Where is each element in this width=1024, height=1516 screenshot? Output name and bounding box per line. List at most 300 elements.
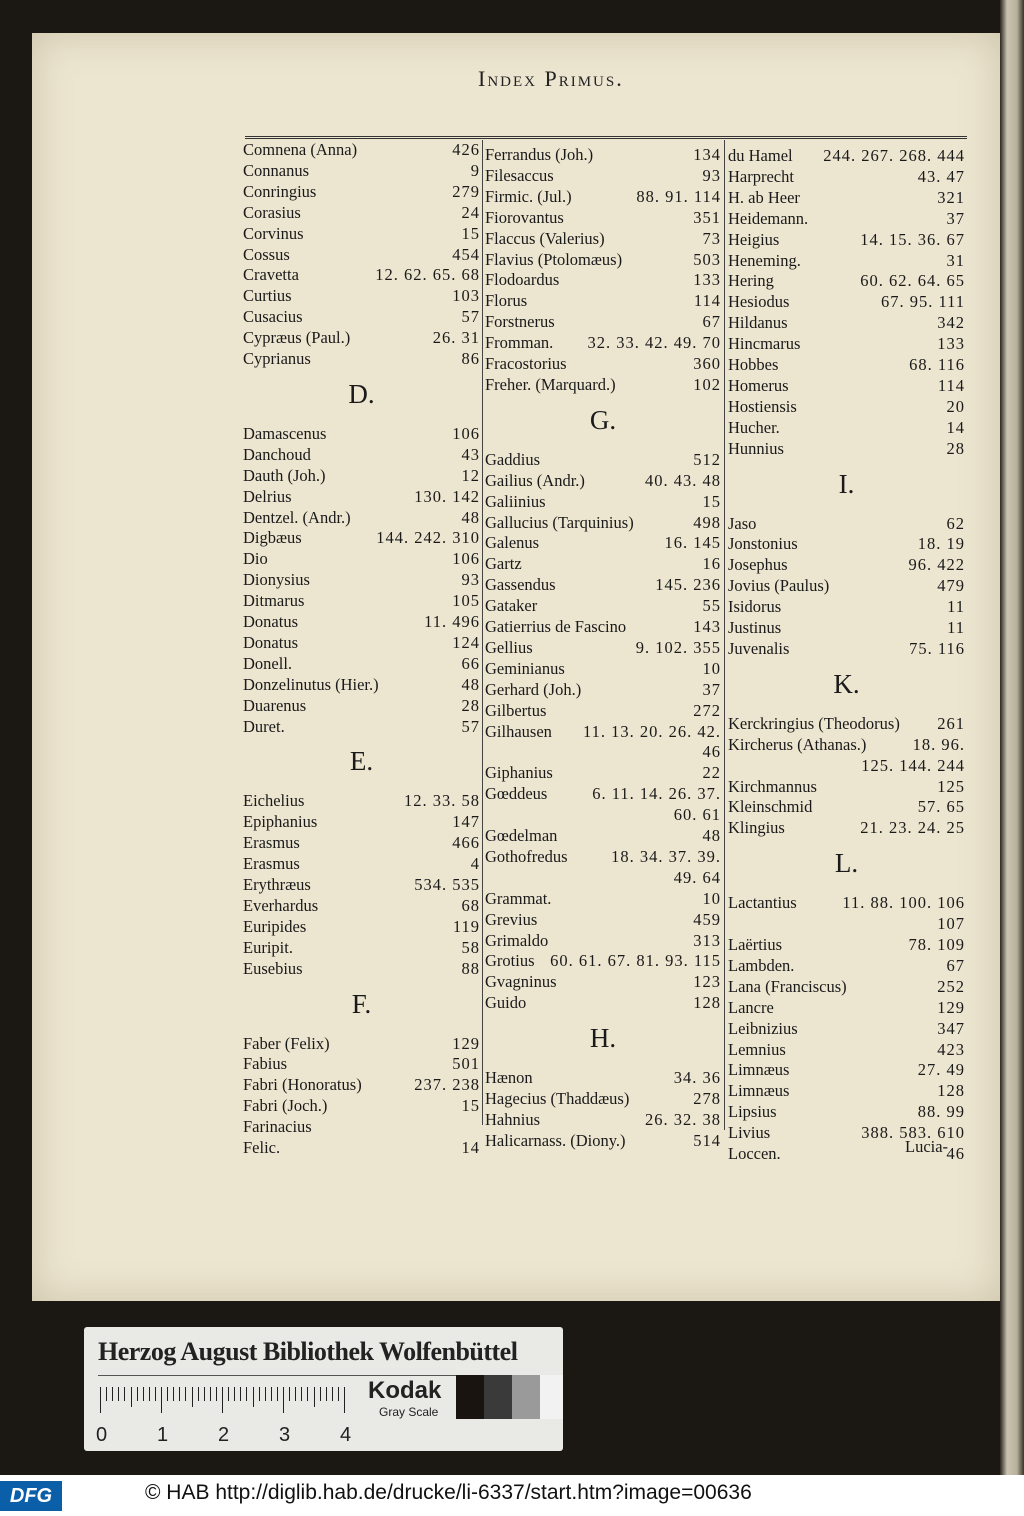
entry-name: Donatus (243, 612, 298, 631)
index-entry (728, 713, 965, 735)
entry-name: Curtius (243, 286, 292, 306)
index-entry (728, 187, 965, 209)
index-entry (243, 590, 480, 612)
index-entry (728, 997, 965, 1019)
index-entry (485, 679, 721, 701)
entry-pages: 15 (702, 491, 721, 511)
index-entry (485, 249, 721, 271)
index-entry (243, 1074, 480, 1096)
ruler-tick (314, 1387, 315, 1407)
index-entry (485, 1109, 721, 1131)
index-entry (243, 139, 480, 161)
index-entry (485, 1088, 721, 1110)
ruler-tick (161, 1387, 162, 1413)
entry-pages: 119 (452, 916, 480, 936)
ruler-tick (295, 1387, 296, 1401)
ruler-number: 1 (157, 1424, 169, 1446)
entry-pages: 11 (947, 618, 965, 637)
entry-pages: 459 (693, 909, 721, 929)
entry-pages: 37 (946, 208, 965, 228)
entry-pages: 4 (470, 854, 480, 874)
entry-name: Gellius (485, 637, 533, 657)
ruler-tick (149, 1387, 150, 1401)
index-entry (243, 811, 480, 833)
column-divider (482, 140, 483, 1125)
index-entry (243, 527, 480, 549)
index-entry (728, 776, 965, 798)
index-entry (243, 653, 480, 675)
entry-name: Connanus (243, 160, 309, 180)
ruler-tick (265, 1387, 266, 1401)
entry-name: Firmic. (Jul.) (485, 186, 572, 206)
entry-name: Grammat. (485, 888, 552, 908)
entry-pages: 498 (693, 512, 721, 532)
index-entry (243, 327, 480, 349)
index-entry (728, 955, 965, 977)
entry-name: Galenus (485, 533, 540, 553)
index-entry (243, 958, 480, 980)
page-numbers-continued: 49. 64 (673, 867, 721, 887)
index-entry (243, 548, 480, 570)
entry-name: Damascenus (243, 423, 327, 443)
ruler-number: 0 (96, 1424, 108, 1446)
entry-pages: 479 (937, 576, 965, 596)
ruler-tick (198, 1387, 199, 1401)
index-entry (485, 228, 721, 250)
gray-swatch-mid (512, 1375, 540, 1419)
entry-pages: 11. 496 (424, 612, 480, 631)
index-entry (485, 888, 721, 910)
ruler-tick (124, 1387, 125, 1401)
ruler-tick (185, 1387, 186, 1401)
entry-name: Gataker (485, 596, 538, 616)
entry-name: Isidorus (728, 597, 782, 617)
index-entry (485, 207, 721, 229)
gray-scale-label: Gray Scale (379, 1405, 439, 1419)
entry-name: Klingius (728, 818, 785, 838)
entry-name: Donell. (243, 653, 293, 673)
index-entry (728, 396, 965, 418)
entry-pages: 360 (693, 354, 721, 373)
index-entry (243, 223, 480, 245)
index-entry (243, 937, 480, 959)
entry-name: Erasmus (243, 833, 300, 853)
section-letter: K. (833, 668, 860, 699)
entry-name: Freher. (Marquard.) (485, 374, 616, 394)
entry-pages: 144. 242. 310 (376, 528, 480, 548)
index-entry (485, 1067, 721, 1089)
entry-pages: 124 (452, 632, 480, 652)
entry-name: Cypræus (Paul.) (243, 328, 351, 348)
entry-name: Hænon (485, 1068, 533, 1088)
index-entry (728, 892, 965, 914)
entry-pages: 43 (461, 444, 480, 464)
entry-name: Flaccus (Valerius) (485, 228, 605, 248)
index-entry (728, 291, 965, 313)
entry-pages: 31 (946, 250, 965, 270)
index-entry (485, 1130, 721, 1152)
entry-name: Hincmarus (728, 334, 801, 354)
page-numbers-continued: 60. 61 (673, 805, 721, 825)
entry-name: Hostiensis (728, 396, 797, 416)
index-entry (728, 976, 965, 998)
entry-name: Loccen. (728, 1144, 781, 1163)
index-entry (485, 909, 721, 931)
index-entry (728, 513, 965, 535)
entry-name: Limnæus (728, 1060, 790, 1080)
index-entry (485, 144, 721, 166)
entry-pages: 32. 33. 42. 49. 70 (587, 333, 721, 353)
entry-name: Cyprianus (243, 349, 311, 368)
gray-swatch-dark (484, 1375, 512, 1419)
ruler-tick (271, 1387, 272, 1401)
entry-pages: 12. 33. 58 (404, 791, 480, 811)
entry-pages: 426 (452, 140, 480, 159)
ruler-number: 4 (340, 1424, 352, 1446)
entry-pages: 9 (470, 160, 480, 180)
index-entry (243, 444, 480, 466)
entry-name: Euripides (243, 916, 307, 936)
index-entry (485, 637, 721, 659)
entry-name: Felic. (243, 1138, 281, 1157)
index-entry (243, 160, 480, 182)
index-entry (485, 721, 721, 743)
index-entry (485, 762, 721, 784)
entry-pages: 278 (693, 1089, 721, 1108)
entry-pages: 388. 583. 610 (861, 1123, 965, 1143)
entry-pages: 9. 102. 355 (635, 637, 721, 657)
ruler-tick (234, 1387, 235, 1401)
adjacent-page-edge (1000, 0, 1024, 1475)
index-entry (243, 569, 480, 591)
ruler-tick (222, 1387, 223, 1413)
index-entry (485, 825, 721, 847)
entry-pages: 14 (461, 1138, 480, 1157)
entry-pages: 55 (702, 596, 721, 616)
entry-name: Grevius (485, 909, 538, 929)
section-letter: G. (589, 404, 617, 435)
index-entry (485, 846, 721, 868)
entry-pages: 114 (937, 375, 965, 395)
ruler-tick (301, 1387, 302, 1401)
ruler-tick (216, 1387, 217, 1401)
index-entry (728, 229, 965, 251)
ruler-tick (204, 1387, 205, 1401)
section-letter: I. (838, 468, 855, 499)
index-entry (243, 716, 480, 738)
index-entry (243, 202, 480, 224)
index-entry (728, 554, 965, 576)
entry-name: Gartz (485, 554, 522, 574)
entry-name: Eusebius (243, 958, 303, 978)
entry-name: Gaddius (485, 449, 540, 469)
ruler-tick (118, 1387, 119, 1401)
entry-name: Florus (485, 291, 528, 311)
entry-pages: 62 (946, 513, 965, 533)
entry-name: Gothofredus (485, 846, 568, 866)
section-letter: E. (349, 746, 374, 777)
index-entry (485, 186, 721, 208)
entry-name: Hahnius (485, 1109, 540, 1129)
entry-pages: 125 (937, 776, 965, 796)
entry-pages: 21. 23. 24. 25 (860, 818, 965, 838)
gray-swatch-black (456, 1375, 484, 1419)
index-entry (485, 290, 721, 312)
entry-pages: 244. 267. 268. 444 (823, 146, 965, 165)
entry-pages: 347 (937, 1018, 965, 1038)
entry-pages: 68 (461, 895, 480, 915)
entry-pages: 321 (937, 187, 965, 207)
ruler-tick (228, 1387, 229, 1401)
entry-pages: 342 (937, 313, 965, 333)
index-entry (728, 417, 965, 439)
index-entry (728, 934, 965, 956)
index-entry (728, 638, 965, 660)
entry-pages: 48 (461, 507, 480, 527)
entry-name: Dionysius (243, 570, 310, 590)
index-entry (728, 438, 965, 460)
index-entry (485, 165, 721, 187)
index-entry (728, 375, 965, 397)
ruler-tick (253, 1387, 254, 1407)
entry-pages: 313 (693, 930, 721, 950)
copyright-link[interactable]: © HAB http://diglib.hab.de/drucke/li-6337/start.htm?image=00636 (145, 1481, 752, 1504)
entry-pages: 88 (461, 958, 480, 978)
entry-pages: 145. 236 (655, 575, 721, 595)
ruler-tick (320, 1387, 321, 1401)
ruler-tick (326, 1387, 327, 1401)
entry-name: Laërtius (728, 935, 783, 954)
ruler-tick (143, 1387, 144, 1401)
index-entry (485, 574, 721, 596)
index-entry (485, 374, 721, 396)
entry-name: Gallucius (Tarquinius) (485, 512, 634, 532)
gray-swatch-white (540, 1375, 563, 1419)
entry-pages: 11 (947, 597, 965, 617)
index-entry (243, 695, 480, 717)
entry-pages: 133 (937, 334, 965, 354)
entry-pages: 261 (937, 713, 965, 733)
entry-name: Kircherus (Athanas.) (728, 734, 867, 754)
entry-name: Guido (485, 993, 527, 1013)
entry-name: Kleinschmid (728, 797, 813, 817)
entry-pages: 78. 109 (908, 935, 965, 954)
entry-pages: 512 (693, 449, 721, 469)
entry-pages: 10 (702, 888, 721, 908)
section-letter: D. (348, 378, 375, 409)
index-entry (728, 1059, 965, 1081)
entry-pages: 252 (937, 976, 965, 996)
entry-pages: 93 (702, 165, 721, 185)
entry-pages: 123 (693, 972, 721, 992)
entry-name: Geminianus (485, 658, 565, 678)
entry-name: Josephus (728, 555, 788, 575)
ruler-tick (338, 1387, 339, 1401)
index-entry (728, 270, 965, 292)
entry-name: Limnæus (728, 1081, 790, 1101)
entry-name: Cravetta (243, 265, 299, 285)
index-entry (243, 1033, 480, 1055)
entry-pages: 10 (702, 658, 721, 678)
entry-pages: 48 (702, 826, 721, 845)
entry-pages: 24 (461, 202, 480, 222)
entry-pages: 103 (452, 286, 480, 306)
ruler-tick (210, 1387, 211, 1401)
index-entry (485, 950, 721, 972)
ruler-tick (246, 1387, 247, 1401)
entry-name: Lambden. (728, 955, 795, 975)
entry-pages: 26. 31 (432, 328, 480, 348)
section-letter: F. (351, 988, 372, 1019)
entry-pages: 96. 422 (908, 555, 965, 575)
entry-name: Delrius (243, 486, 292, 506)
kodak-logo: Kodak (368, 1377, 442, 1404)
entry-name: Fabri (Honoratus) (243, 1075, 362, 1095)
entry-name: Gœddeus (485, 784, 548, 804)
entry-pages: 93 (461, 570, 480, 590)
entry-pages: 60. 62. 64. 65 (860, 271, 965, 291)
entry-pages: 272 (693, 700, 721, 720)
dfg-logo: DFG (0, 1481, 62, 1511)
entry-name: Hobbes (728, 355, 779, 374)
index-entry (243, 465, 480, 487)
entry-name: Kerckringius (Theodorus) (728, 713, 900, 733)
entry-pages: 37 (702, 679, 721, 699)
entry-pages: 466 (452, 833, 480, 853)
index-entry (243, 853, 480, 875)
entry-pages: 147 (452, 812, 480, 832)
index-entry (728, 1018, 965, 1040)
index-entry (485, 491, 721, 513)
entry-pages: 12. 62. 65. 68 (375, 265, 480, 285)
index-entry (485, 332, 721, 354)
entry-name: Donzelinutus (Hier.) (243, 674, 379, 694)
entry-pages: 18. 96. (912, 734, 965, 754)
entry-name: Flavius (Ptolomæus) (485, 249, 623, 269)
index-entry (243, 632, 480, 654)
index-entry (243, 1137, 480, 1159)
index-entry (243, 486, 480, 508)
entry-name: Lemnius (728, 1039, 786, 1059)
page-numbers-continued: 107 (937, 914, 965, 934)
entry-pages: 15 (461, 223, 480, 243)
entry-pages: 106 (452, 549, 480, 569)
entry-name: Eichelius (243, 791, 305, 811)
ruler-tick (155, 1387, 156, 1401)
index-entry (243, 1116, 480, 1138)
ruler-tick (277, 1387, 278, 1401)
entry-name: du Hamel (728, 146, 793, 165)
index-entry (485, 658, 721, 680)
index-entry (243, 264, 480, 286)
entry-name: Flodoardus (485, 270, 560, 290)
entry-pages: 46 (946, 1144, 965, 1163)
entry-name: Heneming. (728, 250, 801, 270)
index-entry (485, 783, 721, 805)
entry-pages: 88. 99 (917, 1102, 965, 1122)
index-entry (728, 596, 965, 618)
entry-name: Lana (Franciscus) (728, 976, 847, 996)
entry-pages: 18. 34. 37. 39. (611, 846, 721, 866)
section-letter: L. (834, 848, 859, 879)
entry-name: Gvagninus (485, 972, 557, 992)
column-divider (724, 140, 725, 1130)
entry-pages: 129 (452, 1033, 480, 1053)
entry-pages: 14. 15. 36. 67 (860, 229, 965, 249)
entry-pages: 534. 535 (414, 875, 480, 894)
entry-name: Corvinus (243, 223, 304, 243)
ruler-tick (283, 1387, 284, 1413)
entry-name: Gerhard (Joh.) (485, 679, 582, 699)
page-title: Index Primus. (478, 66, 624, 91)
entry-name: Giphanius (485, 763, 553, 783)
index-entry (485, 269, 721, 291)
index-entry (485, 449, 721, 471)
entry-pages: 43. 47 (917, 166, 965, 186)
entry-name: Gassendus (485, 575, 556, 595)
index-entry (243, 306, 480, 328)
index-entry (243, 1095, 480, 1117)
entry-pages: 88. 91. 114 (636, 186, 721, 206)
entry-pages: 514 (693, 1130, 721, 1150)
ruler-tick (137, 1387, 138, 1401)
entry-name: Duarenus (243, 695, 307, 715)
entry-pages: 423 (937, 1039, 965, 1059)
entry-name: Lactantius (728, 893, 797, 913)
entry-name: Hesiodus (728, 292, 790, 312)
entry-name: Conringius (243, 181, 317, 201)
entry-name: Kirchmannus (728, 776, 817, 796)
entry-name: Donatus (243, 632, 298, 652)
entry-name: Heigius (728, 229, 780, 249)
index-entry (243, 674, 480, 696)
entry-name: Corasius (243, 202, 301, 222)
index-entry (728, 575, 965, 597)
entry-pages: 114 (693, 291, 721, 311)
entry-name: Everhardus (243, 895, 319, 915)
ruler-tick (240, 1387, 241, 1401)
entry-pages: 128 (937, 1081, 965, 1101)
entry-pages: 22 (702, 763, 721, 783)
entry-pages: 28 (461, 695, 480, 715)
entry-name: Faber (Felix) (243, 1033, 330, 1053)
entry-name: Halicarnass. (Diony.) (485, 1130, 626, 1150)
entry-pages: 11. 13. 20. 26. 42. (582, 721, 721, 741)
entry-name: Jovius (Paulus) (728, 576, 830, 596)
entry-pages: 15 (461, 1096, 480, 1116)
index-entry (243, 916, 480, 938)
entry-pages: 20 (946, 396, 965, 416)
entry-name: Gœdelman (485, 826, 558, 845)
ruler-tick (112, 1387, 113, 1401)
entry-pages: 57 (461, 716, 480, 736)
entry-pages: 279 (452, 181, 480, 201)
ruler-tick (344, 1387, 345, 1413)
entry-name: Hagecius (Thaddæus) (485, 1089, 630, 1108)
index-entry (485, 532, 721, 554)
entry-name: Euripit. (243, 937, 293, 957)
entry-pages: 58 (461, 937, 480, 957)
page-numbers-continued: 125. 144. 244 (861, 755, 965, 775)
entry-pages: 503 (693, 249, 721, 269)
ruler-number: 3 (279, 1424, 291, 1446)
entry-name: Harprecht (728, 166, 794, 186)
index-entry (728, 145, 965, 167)
index-entry (485, 700, 721, 722)
index-entry (485, 992, 721, 1014)
entry-name: Forstnerus (485, 312, 555, 332)
index-entry (485, 930, 721, 952)
